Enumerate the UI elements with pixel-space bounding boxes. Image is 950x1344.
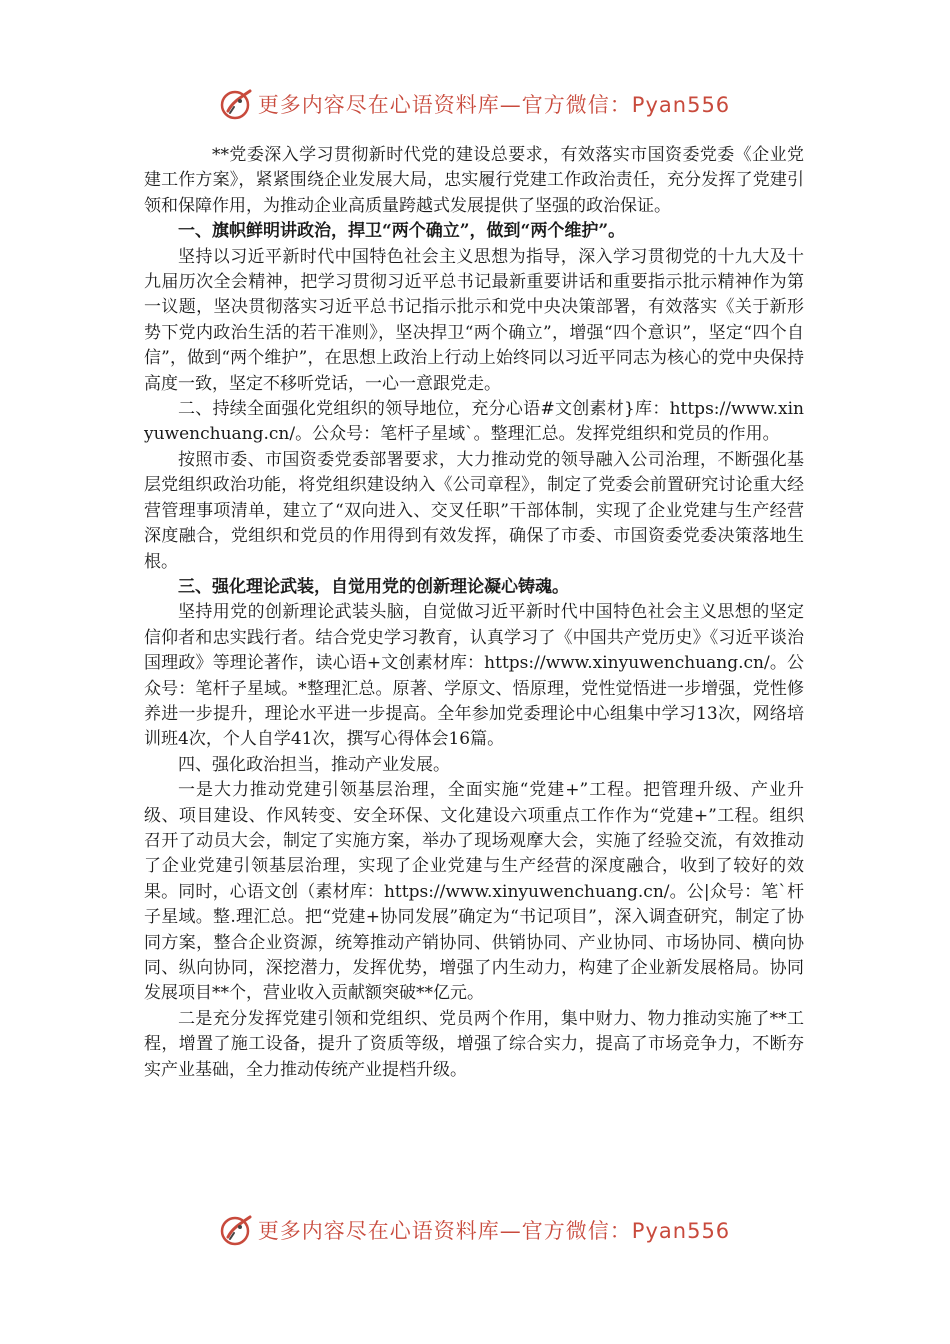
pen-seal-icon [220,1213,254,1247]
intro-paragraph: **党委深入学习贯彻新时代党的建设总要求，有效落实市国资委党委《企业党建工作方案》，紧紧围绕企业发展大局，忠实履行党建工作政治责任，充分发挥了党建引领和保障作用，为推动企业高质量跨越式发展提供了坚强的政治保证。 [144,145,804,216]
body-paragraph: 一是大力推动党建引领基层治理，全面实施“党建+”工程。把管理升级、产业升级、项目建设、作风转变、安全环保、文化建设六项重点工作作为“党建+”工程。组织召开了动员大会，制定了实施方案，举办了现场观摩大会，实施了经验交流，有效推动了企业党建引领基层治理，实现了企业党建与生产经营的深度融合，收到了较好的效果。同时，心语文创（素材库：https://www.xinyuwenchuang.cn/。公|众号：笔`杆子星域。整.理汇总。把“党建+协同发展”确定为“书记项目”，深入调查研究，制定了协同方案，整合企业资源，统筹推动产销协同、供销协同、产业协同、市场协同、横向协同、纵向协同，深挖潜力，发挥优势，增强了内生动力，构建了企业新发展格局。协同发展项目**个，营业收入贡献额突破**亿元。 [144,780,804,1004]
document-body [144,143,804,1083]
body-paragraph: 坚持以习近平新时代中国特色社会主义思想为指导，深入学习贯彻党的十九大及十九届历次全会精神，把学习贯彻习近平总书记最新重要讲话和重要指示批示精神作为第一议题，坚决贯彻落实习近平总书记指示批示和党中央决策部署，有效落实《关于新形势下党内政治生活的若干准则》，坚决捍卫“两个确立”，增强“四个意识”，坚定“四个自信”，做到“两个维护”，在思想上政治上行动上始终同以习近平同志为核心的党中央保持高度一致，坚定不移听党话，一心一意跟党走。 [144,246,804,394]
section-heading-2: 二、持续全面强化党组织的领导地位，充分心语#文创素材}库：https://www.xinyuwenchuang.cn/。公众号：笔杆子星域`。整理汇总。发挥党组织和党员的作用。 [144,399,804,445]
body-paragraph: 二是充分发挥党建引领和党组织、党员两个作用，集中财力、物力推动实施了**工程，增置了施工设备，提升了资质等级，增强了综合实力，提高了市场竞争力，不断夯实产业基础，全力推动传统产业提档升级。 [144,1008,804,1080]
header-banner [0,84,950,124]
body-paragraph: 按照市委、市国资委党委部署要求，大力推动党的领导融入公司治理，不断强化基层党组织政治功能，将党组织建设纳入《公司章程》，制定了党委会前置研究讨论重大经营管理事项清单，建立了“双向进入、交叉任职”干部体制，实现了企业党建与生产经营深度融合，党组织和党员的作用得到有效发挥，确保了市委、市国资委党委决策落地生根。 [144,449,804,572]
body-paragraph: 坚持用党的创新理论武装头脑，自觉做习近平新时代中国特色社会主义思想的坚定信仰者和忠实践行者。结合党史学习教育，认真学习了《中国共产党历史》《习近平谈治国理政》等理论著作，读心语+文创素材库：https://www.xinyuwenchuang.cn/。公众号：笔杆子星域。*整理汇总。原著、学原文、悟原理，党性觉悟进一步增强，党性修养进一步提升，理论水平进一步提高。全年参加党委理论中心组集中学习13次，网络培训班4次，个人自学41次，撰写心得体会16篇。 [144,602,804,750]
banner-text: 更多内容尽在心语资料库—官方微信：Pyan556 [257,1219,731,1243]
section-heading-4: 四、强化政治担当，推动产业发展。 [178,754,450,775]
footer-banner [0,1210,950,1250]
section-heading-1: 一、旗帜鲜明讲政治，捍卫“两个确立”，做到“两个维护”。 [178,221,626,242]
section-heading-3: 三、强化理论武装，自觉用党的创新理论凝心铸魂。 [178,576,569,597]
pen-seal-icon [220,87,254,121]
banner-text: 更多内容尽在心语资料库—官方微信：Pyan556 [257,93,731,117]
